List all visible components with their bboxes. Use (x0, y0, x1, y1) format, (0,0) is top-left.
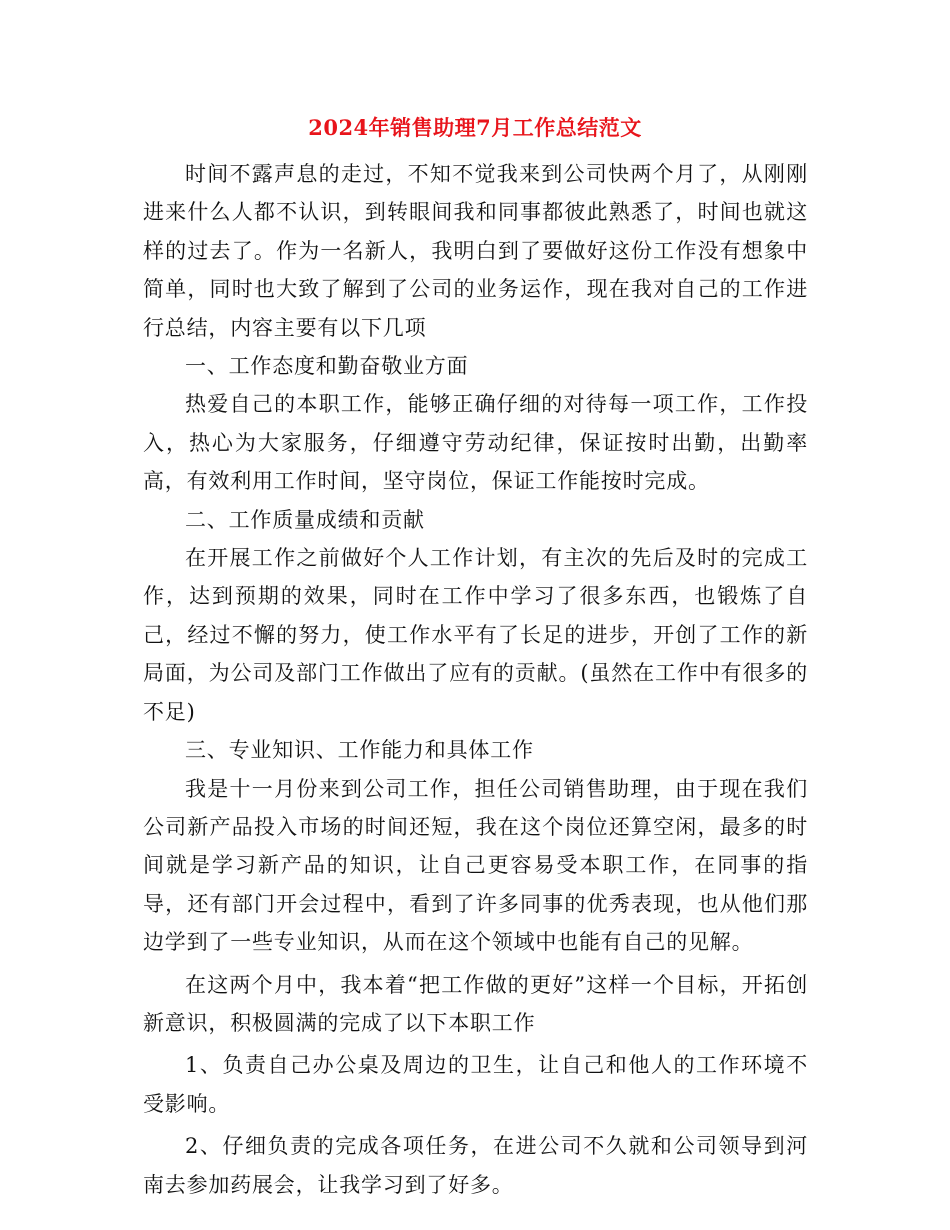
list-item-1: 1、负责自己办公桌及周边的卫生，让自己和他人的工作环境不受影响。 (143, 1053, 808, 1116)
section-heading-knowledge: 三、专业知识、工作能力和具体工作 (185, 738, 534, 763)
paragraph-attitude: 热爱自己的本职工作，能够正确仔细的对待每一项工作，工作投入，热心为大家服务，仔细遵守劳动纪律，保证按时出勤，出勤率高，有效利用工作时间，坚守岗位，保证工作能按时完成。 (143, 392, 808, 494)
list-item-2: 2、仔细负责的完成各项任务，在进公司不久就和公司领导到河南去参加药展会，让我学习到了好多。 (143, 1134, 808, 1197)
document-body (143, 155, 808, 1204)
paragraph-intro: 时间不露声息的走过，不知不觉我来到公司快两个月了，从刚刚进来什么人都不认识，到转眼间我和同事都彼此熟悉了，时间也就这样的过去了。作为一名新人，我明白到了要做好这份工作没有想象中简单，同时也大致了解到了公司的业务运作，现在我对自己的工作进行总结，内容主要有以下几项 (143, 162, 808, 340)
document-title: 2024年销售助理7月工作总结范文 (308, 115, 642, 140)
section-heading-quality: 二、工作质量成绩和贡献 (185, 507, 425, 532)
paragraph-knowledge: 我是十一月份来到公司工作，担任公司销售助理，由于现在我们公司新产品投入市场的时间还短，我在这个岗位还算空闲，最多的时间就是学习新产品的知识，让自己更容易受本职工作，在同事的指导，还有部门开会过程中，看到了许多同事的优秀表现，也从他们那边学到了一些专业知识，从而在这个领域中也能有自己的见解。 (143, 776, 808, 955)
paragraph-goals: 在这两个月中，我本着“把工作做的更好”这样一个目标，开拓创新意识，积极圆满的完成了以下本职工作 (143, 972, 808, 1035)
section-heading-attitude: 一、工作态度和勤奋敬业方面 (185, 354, 469, 379)
paragraph-quality: 在开展工作之前做好个人工作计划，有主次的先后及时的完成工作，达到预期的效果，同时在工作中学习了很多东西，也锻炼了自己，经过不懈的努力，使工作水平有了长足的进步，开创了工作的新局面，为公司及部门工作做出了应有的贡献。(虽然在工作中有很多的不足) (143, 546, 808, 724)
